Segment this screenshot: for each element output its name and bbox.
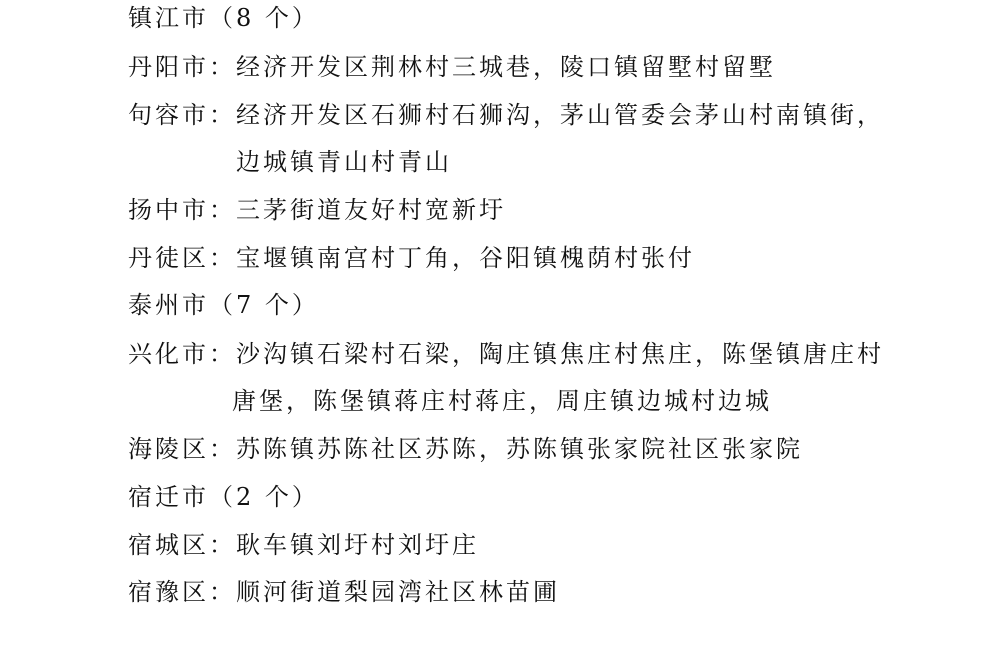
heading-taizhou: [128, 290, 319, 320]
entry-suyu-text: 宿豫区：顺河街道梨园湾社区林苗圃: [128, 578, 560, 606]
entry-dantu: [128, 243, 695, 273]
heading-zhenjiang: [128, 3, 319, 33]
entry-suyu: [128, 577, 560, 607]
entry-jurong-continued: [236, 147, 452, 177]
entry-xinghua-text: 兴化市：沙沟镇石梁村石梁，陶庄镇焦庄村焦庄，陈堡镇唐庄村: [128, 340, 884, 368]
heading-taizhou-text: 泰州市（7 个）: [128, 291, 319, 319]
entry-xinghua: [128, 339, 884, 369]
entry-yangzhong-text: 扬中市：三茅街道友好村宽新圩: [128, 196, 506, 224]
heading-suqian-text: 宿迁市（2 个）: [128, 483, 319, 511]
entry-jurong-continued-text: 边城镇青山村青山: [236, 148, 452, 176]
heading-suqian: [128, 482, 319, 512]
entry-danyang: [128, 52, 776, 82]
entry-xinghua-continued-text: 唐堡，陈堡镇蒋庄村蒋庄，周庄镇边城村边城: [232, 387, 772, 415]
entry-hailing-text: 海陵区：苏陈镇苏陈社区苏陈，苏陈镇张家院社区张家院: [128, 435, 803, 463]
entry-dantu-text: 丹徒区：宝堰镇南宫村丁角，谷阳镇槐荫村张付: [128, 244, 695, 272]
entry-yangzhong: [128, 195, 506, 225]
entry-danyang-text: 丹阳市：经济开发区荆林村三城巷，陵口镇留墅村留墅: [128, 53, 776, 81]
entry-jurong: [128, 100, 884, 130]
entry-xinghua-continued: [232, 386, 772, 416]
entry-sucheng: [128, 530, 479, 560]
entry-jurong-text: 句容市：经济开发区石狮村石狮沟，茅山管委会茅山村南镇街，: [128, 101, 884, 129]
heading-zhenjiang-text: 镇江市（8 个）: [128, 4, 319, 32]
entry-hailing: [128, 434, 803, 464]
entry-sucheng-text: 宿城区：耿车镇刘圩村刘圩庄: [128, 531, 479, 559]
